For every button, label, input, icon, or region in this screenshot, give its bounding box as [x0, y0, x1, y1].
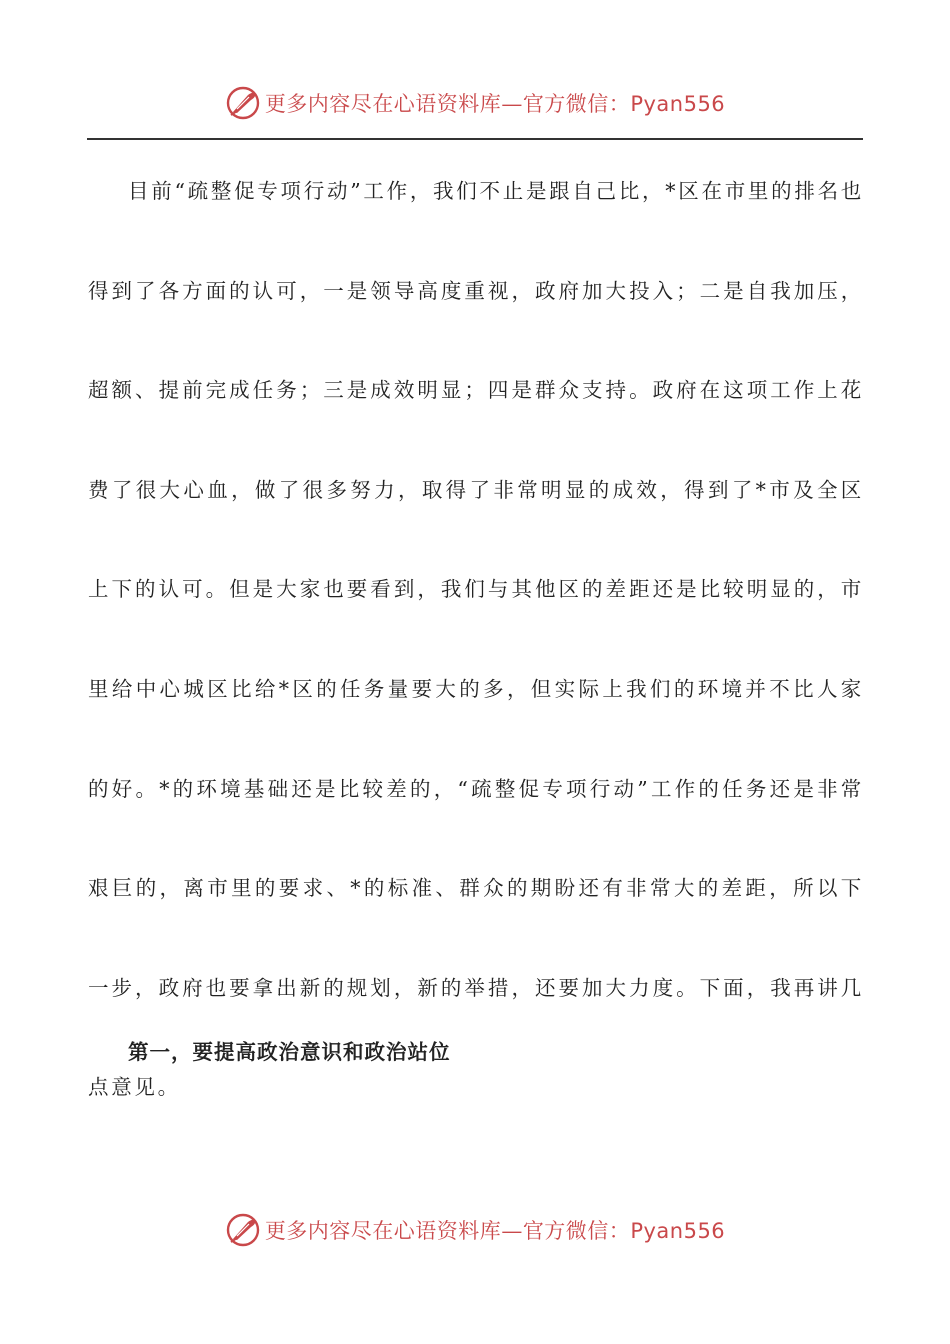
banner-text [265, 1215, 725, 1245]
banner-wechat-id: Pyan556 [630, 1219, 726, 1243]
section-heading: 第一，要提高政治意识和政治站位 [128, 1040, 451, 1064]
banner-dash: — [501, 92, 523, 116]
quill-pen-logo-icon [225, 85, 261, 121]
banner-dash: — [501, 1219, 523, 1243]
header-banner [0, 83, 950, 123]
banner-label: 官方微信： [522, 92, 631, 116]
banner-text [265, 88, 725, 118]
banner-wechat-id: Pyan556 [630, 92, 726, 116]
header-divider [87, 138, 863, 140]
banner-label: 官方微信： [522, 1219, 631, 1243]
body-paragraph: 目前“疏整促专项行动”工作，我们不止是跟自己比，*区在市里的排名也得到了各方面的认可，一是领导高度重视，政府加大投入；二是自我加压，超额、提前完成任务；三是成效明显；四是群众支持。政府在这项工作上花费了很大心血，做了很多努力，取得了非常明显的成效，得到了*市及全区上下的认可。但是大家也要看到，我们与其他区的差距还是比较明显的，市里给中心城区比给*区的任务量要大的多，但实际上我们的环境并不比人家的好。*的环境基础还是比较差的，“疏整促专项行动”工作的任务还是非常艰巨的，离市里的要求、*的标准、群众的期盼还有非常大的差距，所以下一步，政府也要拿出新的规划，新的举措，还要加大力度。下面，我再讲几点意见。 [88, 179, 864, 1100]
banner-brand: 更多内容尽在心语资料库 [264, 92, 502, 116]
quill-pen-logo-icon [225, 1212, 261, 1248]
footer-banner [0, 1210, 950, 1250]
banner-brand: 更多内容尽在心语资料库 [264, 1219, 502, 1243]
